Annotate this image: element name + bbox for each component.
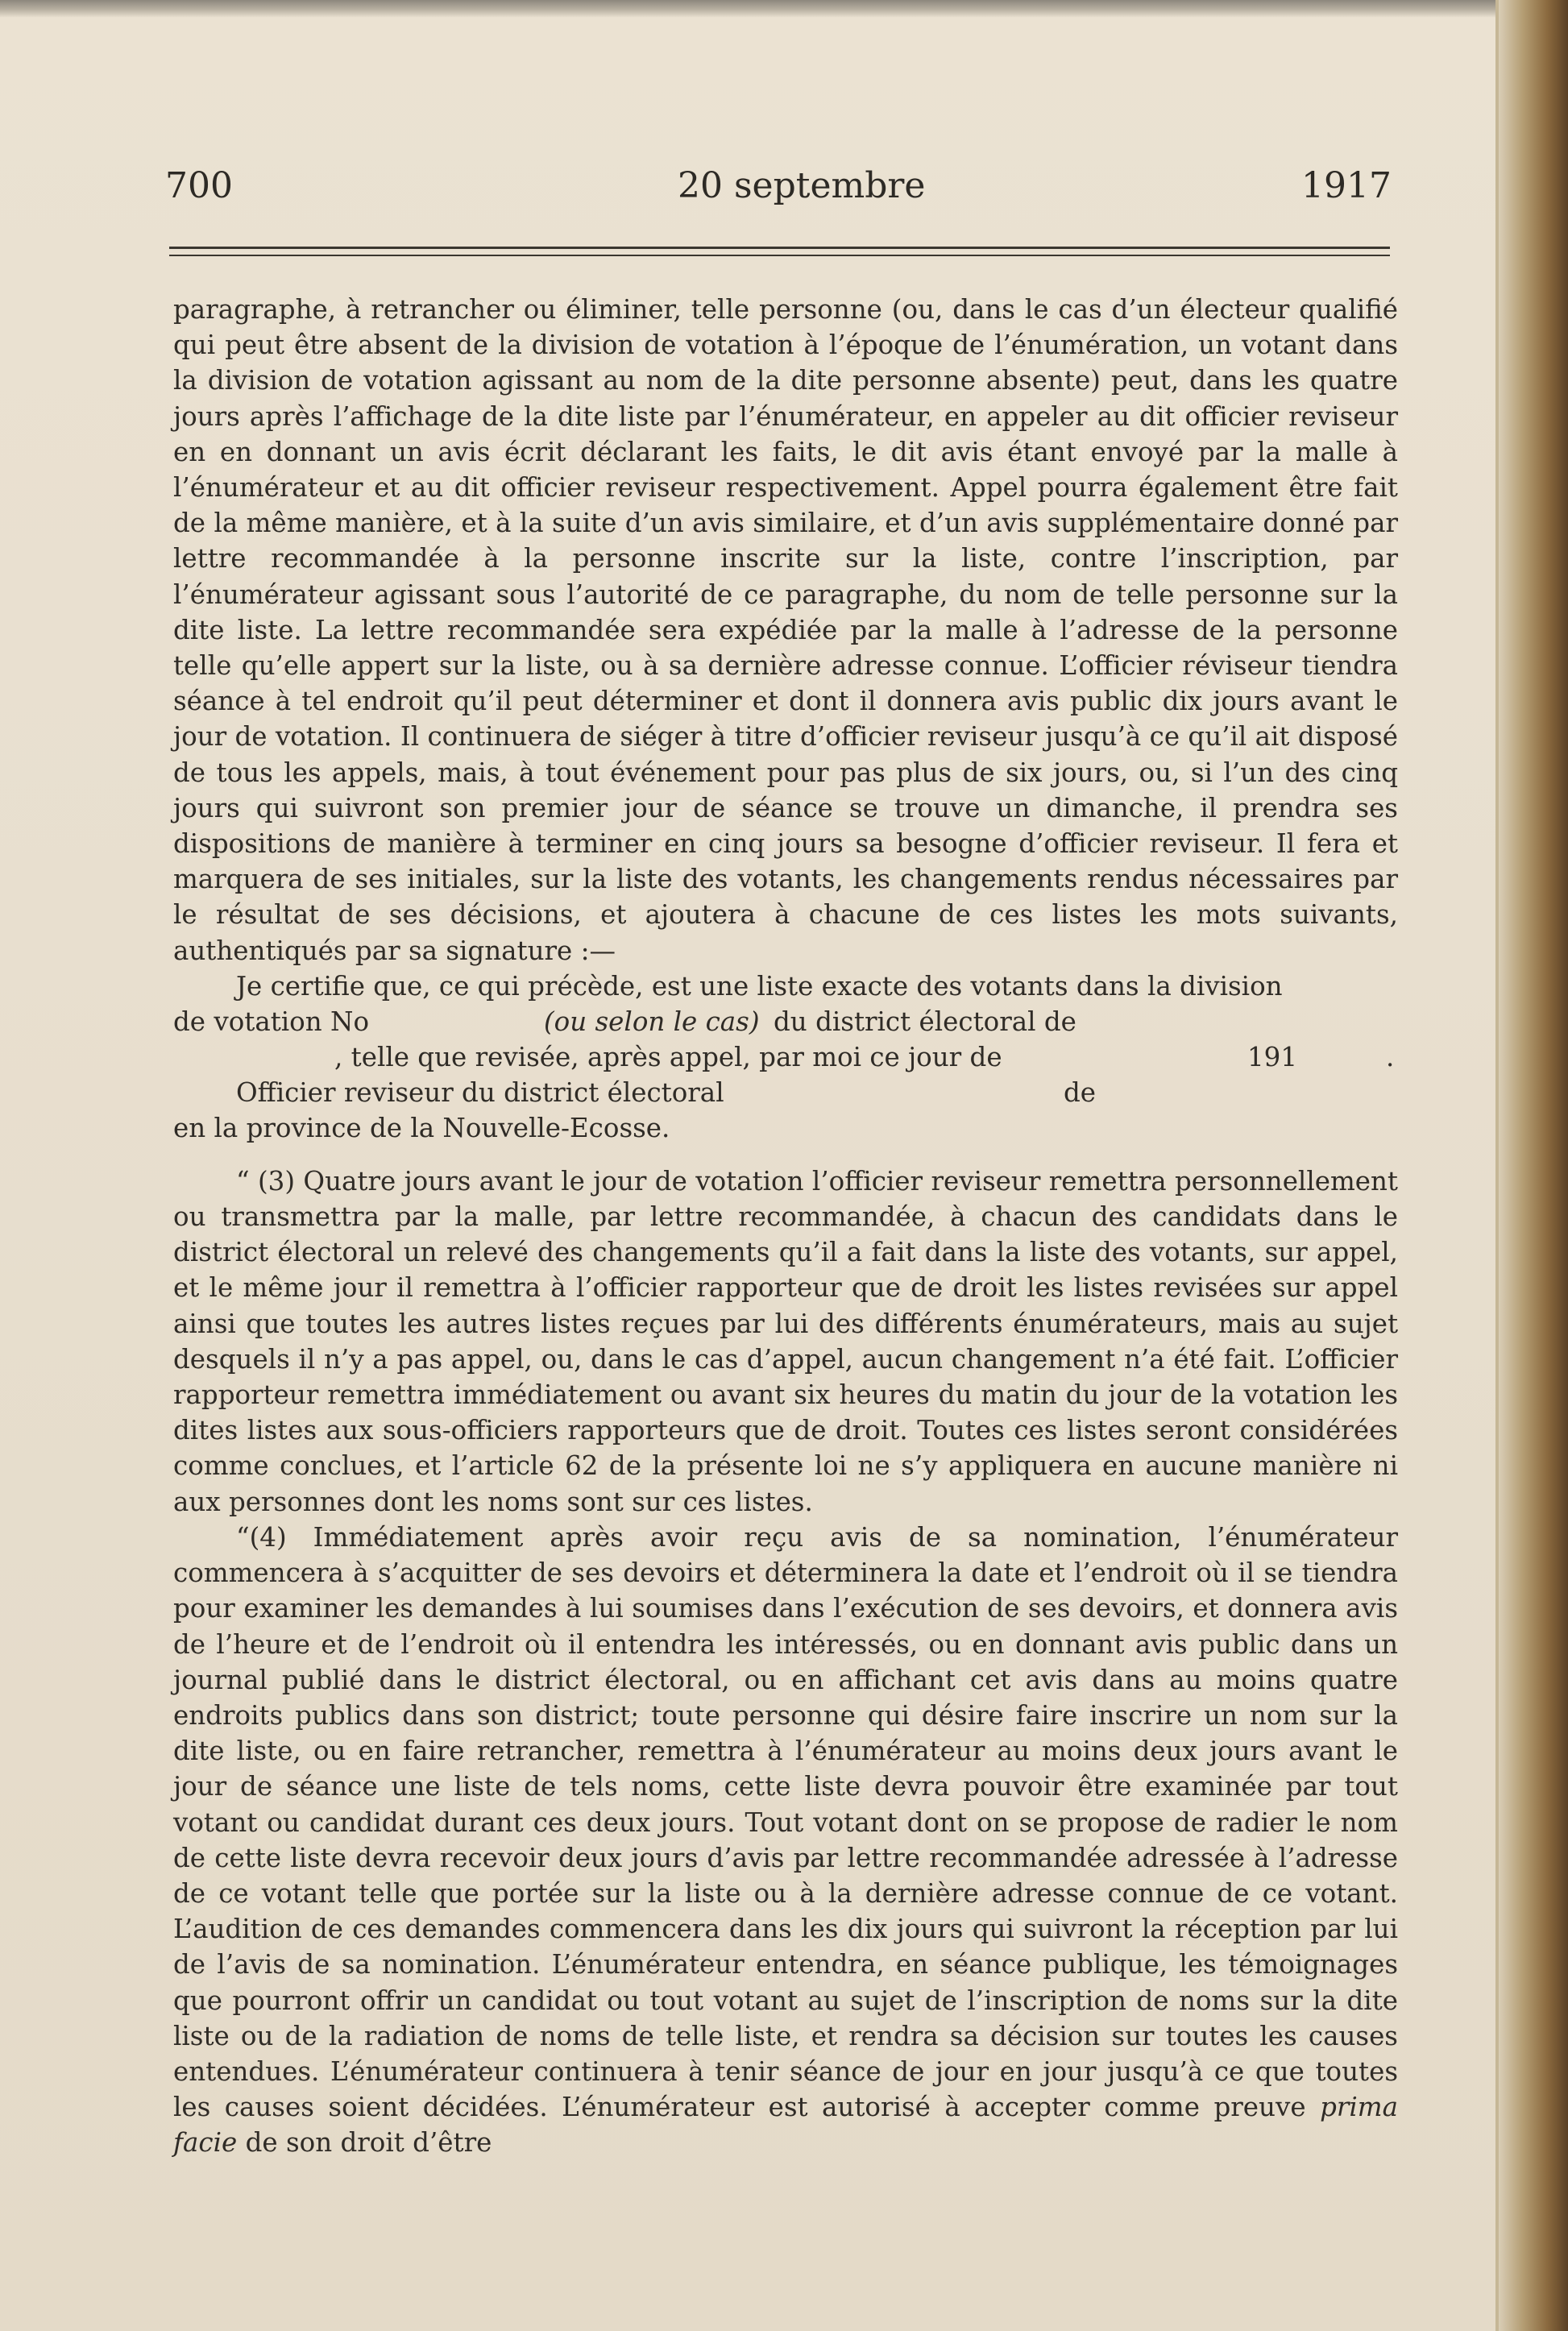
form-line-1: Je certifie que, ce qui précède, est une liste exacte des votants dans la division <box>236 970 1283 1002</box>
header-rule-thick <box>169 247 1390 249</box>
paragraph-2-continued: paragraphe, à retrancher ou éliminer, telle personne (ou, dans le cas d’un électeur qualifié qui peut être absent de la division de votation à l’époque de l’énumération, un votant dans la division de votation agissant au nom de la dite personne absente) peut, dans les quatre jours après l’affichage de la dite liste par l’énumérateur, en appeler au dit officier reviseur en en donnant un avis écrit déclarant les faits, le dit avis étant envoyé par la malle à l’énumérateur et au dit officier reviseur respectivement. Appel pourra également être fait de la même manière, et à la suite d’un avis similaire, et d’un avis supplémentaire donné par lettre recommandée à la personne inscrite sur la liste, contre l’inscription, par l’énumérateur agissant sous l’autorité de ce paragraphe, du nom de telle personne sur la dite liste. La lettre recommandée sera expédiée par la malle à l’adresse de la personne telle qu’elle appert sur la liste, ou à sa dernière adresse connue. L’officier réviseur tiendra séance à tel endroit qu’il peut déterminer et dont il donnera avis public dix jours avant le jour de votation. Il continuera de siéger à titre d’officier reviseur jusqu’à ce qu’il ait disposé de tous les appels, mais, à tout événement pour pas plus de six jours, ou, si l’un des cinq jours qui suivront son premier jour de séance se trouve un dimanche, il prendra ses dispositions de manière à terminer en cinq jours sa besogne d’officier reviseur. Il fera et marquera de ses initiales, sur la liste des votants, les changements rendus nécessaires par le résultat de ses décisions, et ajoutera à chacune de ces listes les mots suivants, authentiqués par sa signature :— <box>173 294 1398 966</box>
page-number: 700 <box>165 165 233 206</box>
paragraph-3: “ (3) Quatre jours avant le jour de votation l’officier reviseur remettra personnellement ou transmettra par la malle, par lettre recommandée, à chacun des candidats dans le district électoral un relevé des changements qu’il a fait dans la liste des votants, sur appel, et le même jour il remettra à l’officier rapporteur que de droit les listes revisées sur appel ainsi que toutes les autres listes reçues par lui des différents énumérateurs, mais au sujet desquels il n’y a pas appel, ou, dans le cas d’appel, aucun changement n’a été fait. L’officier rapporteur remettra immédiatement ou avant six heures du matin du jour de la votation les dites listes aux sous-officiers rapporteurs que de droit. Toutes ces listes seront considérées comme conclues, et l’article 62 de la présente loi ne s’y appliquera en aucune manière ni aux personnes dont les noms sont sur ces listes. <box>173 1165 1398 1517</box>
paragraph-4: “(4) Immédiatement après avoir reçu avis de sa nomination, l’énumérateur commencera à s’acquitter de ses devoirs et déterminera la date et l’endroit où il se tiendra pour examiner les demandes à lui soumises dans l’exécution de ses devoirs, et donnera avis de l’heure et de l’endroit où il entendra les intéressés, ou en donnant avis public dans un journal publié dans le district électoral, ou en affichant cet avis dans au moins quatre endroits publics dans son district; toute personne qui désire faire inscrire un nom sur la dite liste, ou en faire retrancher, remettra à l’énumérateur au moins deux jours avant le jour de séance une liste de tels noms, cette liste devra pouvoir être examinée par tout votant ou candidat durant ces deux jours. Tout votant dont on se propose de radier le nom de cette liste devra recevoir deux jours d’avis par lettre recommandée adressée à l’adresse de ce votant telle que portée sur la liste ou à la dernière adresse connue de ce votant. L’audition de ces demandes commencera dans les dix jours qui suivront la réception par lui de l’avis de sa nomination. L’énumérateur entendra, en séance publique, les témoignages que pourront offrir un candidat ou tout votant au sujet de l’inscription de noms sur la dite liste ou de la radiation de noms de telle liste, et rendra sa décision sur toutes les causes entendues. L’énumérateur continuera à tenir séance de jour en jour jusqu’à ce que toutes les causes soient décidées. L’énumérateur est autorisé à accepter comme preuve prima facie de son droit d’être <box>173 1521 1398 2159</box>
form-province: en la province de la Nouvelle-Ecosse. <box>173 1112 670 1143</box>
form-division-label: de votation No <box>173 1006 370 1037</box>
form-case-note: (ou selon le cas) <box>544 1006 760 1037</box>
form-revised-line: , telle que revisée, après appel, par moi ce jour de <box>334 1041 1002 1072</box>
page-body <box>173 292 1398 2161</box>
form-period: . <box>1386 1041 1395 1072</box>
header-year: 1917 <box>1301 165 1392 206</box>
page-header <box>165 165 1392 214</box>
header-rule-thin <box>169 255 1390 256</box>
certificate-form <box>173 968 1398 1325</box>
form-officer-of: de <box>1064 1076 1097 1108</box>
header-date: 20 septembre <box>678 165 926 206</box>
top-shadow <box>0 0 1568 18</box>
book-binding <box>1499 0 1568 2331</box>
form-officer-signature: Officier reviseur du district électoral <box>236 1076 724 1108</box>
form-year: 191 <box>1247 1041 1298 1072</box>
form-district-label: du district électoral de <box>774 1006 1076 1037</box>
